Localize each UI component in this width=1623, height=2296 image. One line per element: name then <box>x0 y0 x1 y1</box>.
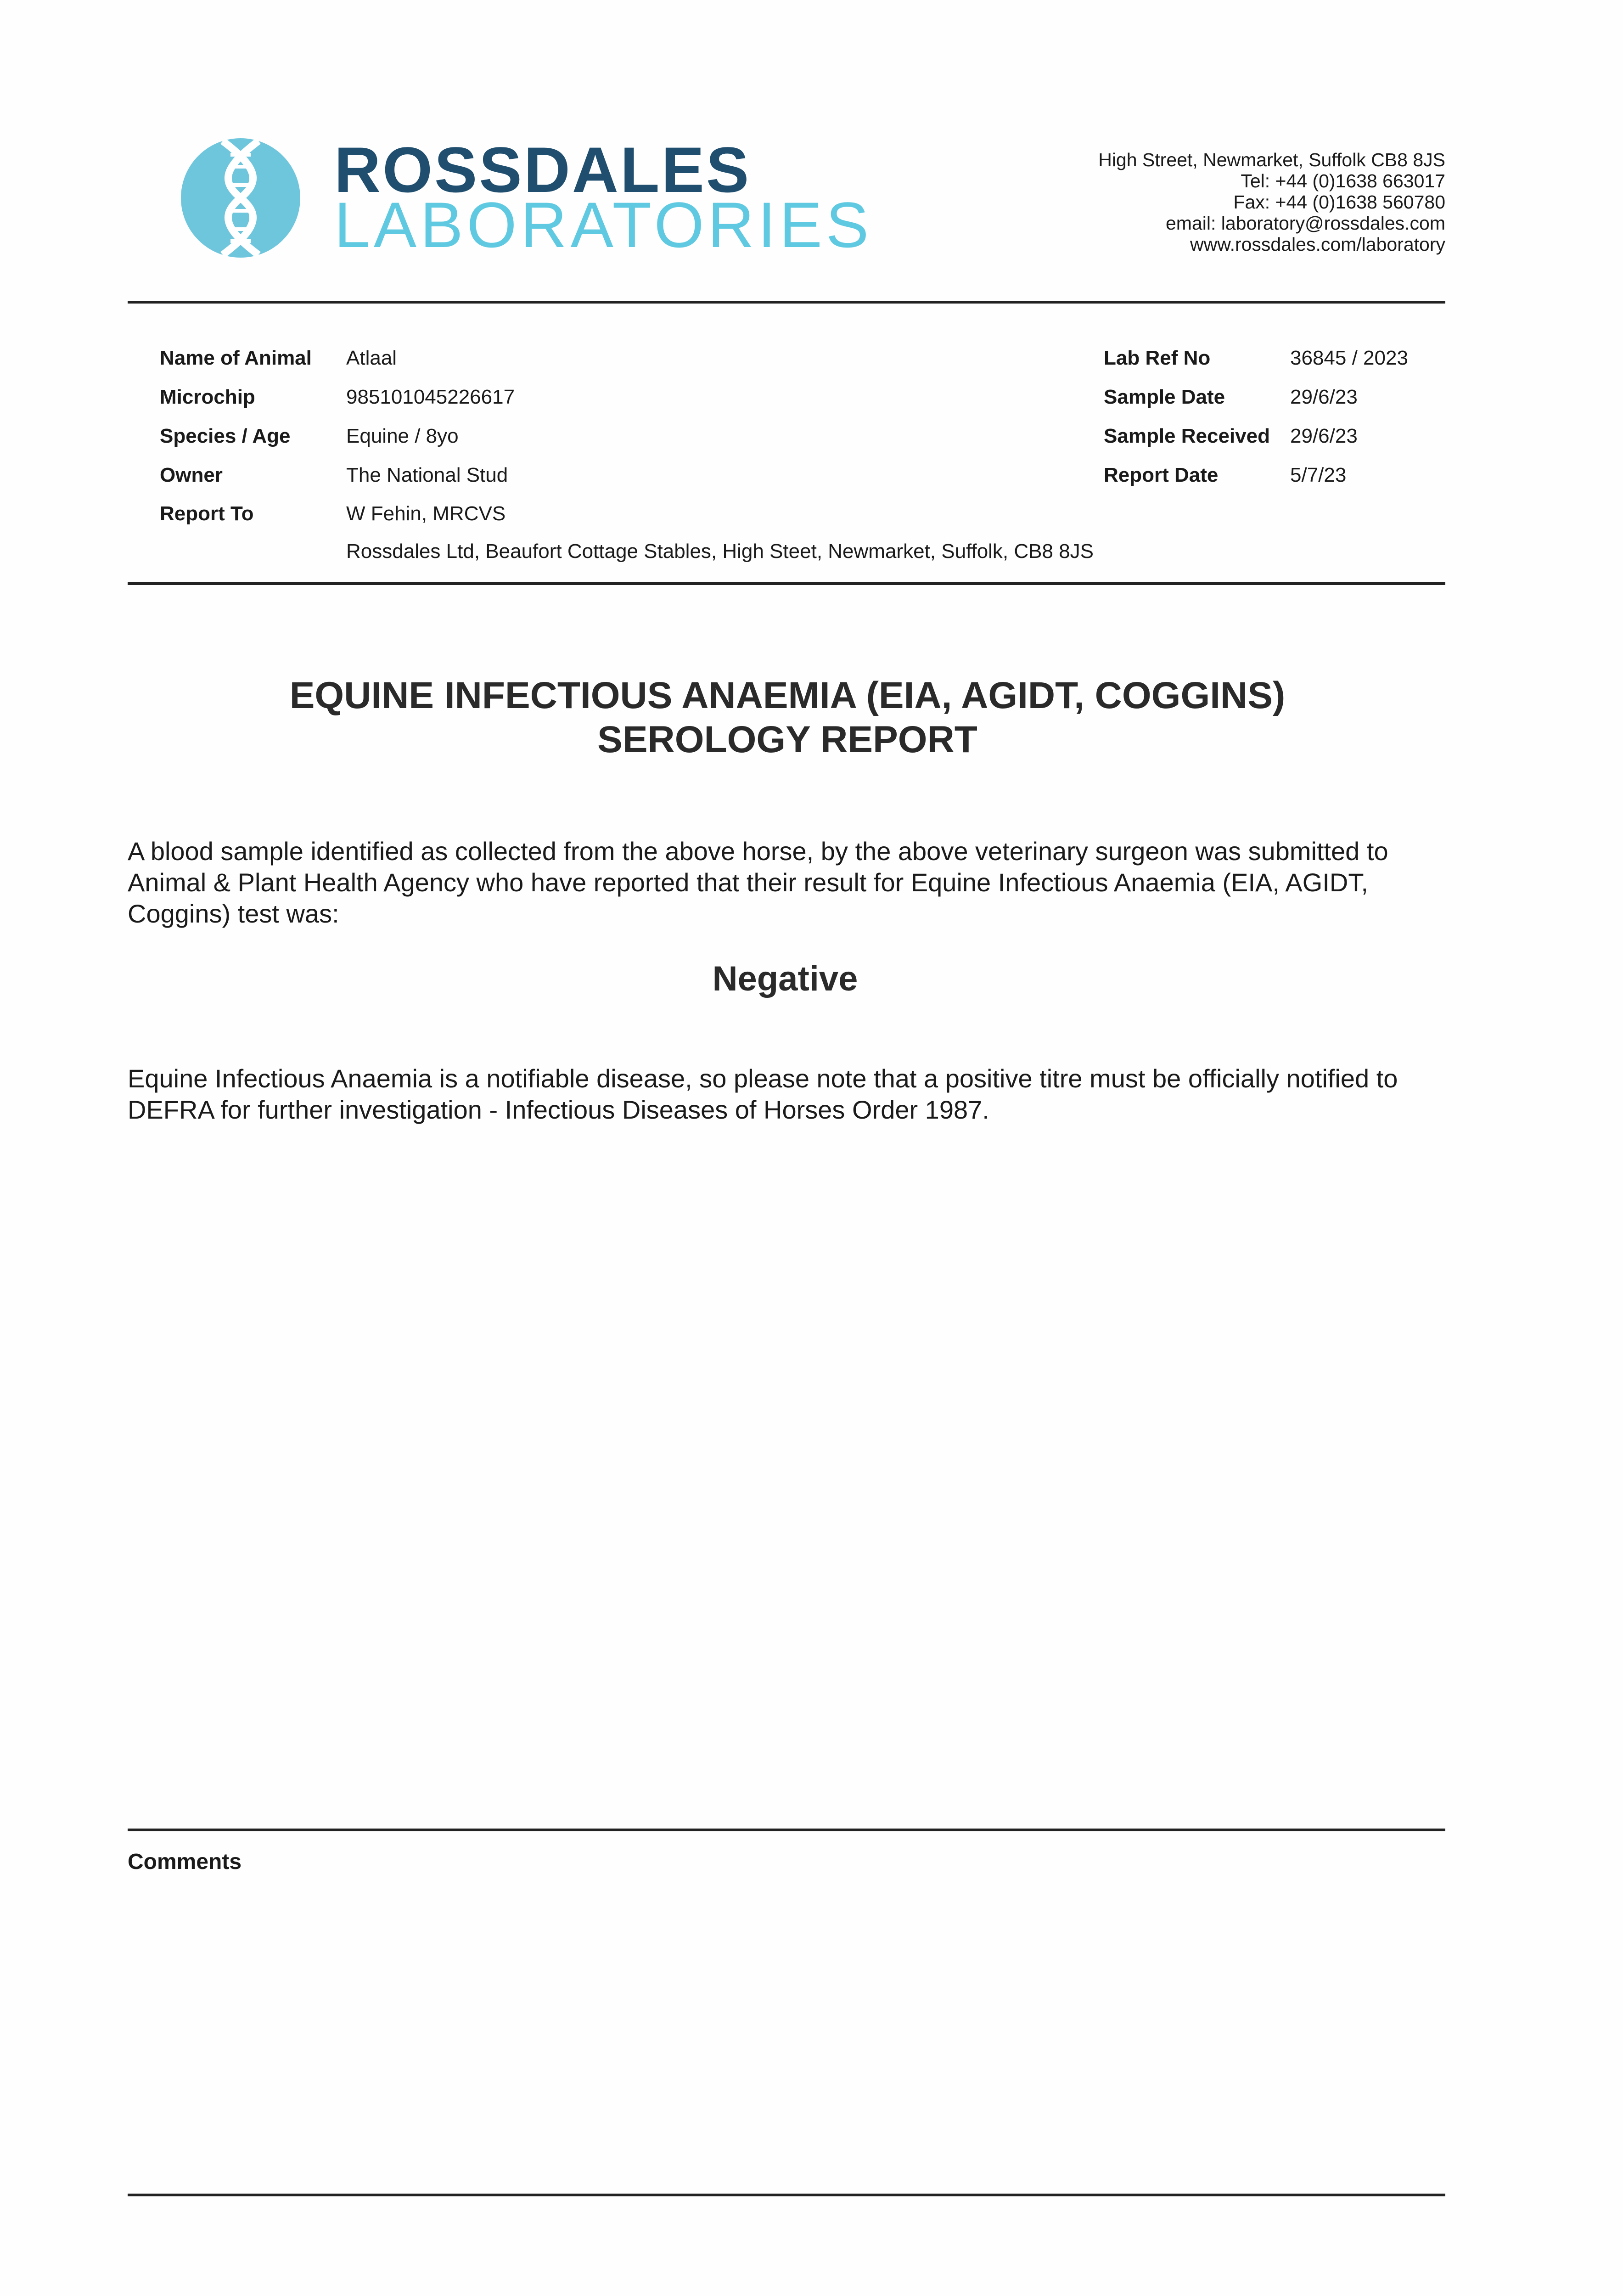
label-microchip: Microchip <box>160 386 255 408</box>
label-report-date: Report Date <box>1104 464 1219 486</box>
label-owner: Owner <box>160 464 223 486</box>
notifiable-disease-note: Equine Infectious Anaemia is a notifiable disease, so please note that a positive titre must be officially notified to DEFRA for further investigation - Infectious Diseases of Horses Order 1987. <box>128 1064 1398 1124</box>
brand-subtitle: LABORATORIES <box>334 189 873 261</box>
value-report-to: W Fehin, MRCVS <box>346 502 506 525</box>
lab-tel: Tel: +44 (0)1638 663017 <box>1241 170 1445 191</box>
label-name-of-animal: Name of Animal <box>160 347 312 369</box>
label-lab-ref: Lab Ref No <box>1104 347 1211 369</box>
value-species-age: Equine / 8yo <box>346 425 459 447</box>
lab-website: www.rossdales.com/laboratory <box>1190 234 1445 255</box>
lab-email: email: laboratory@rossdales.com <box>1165 213 1445 234</box>
comments-label: Comments <box>128 1850 242 1874</box>
label-sample-date: Sample Date <box>1104 386 1225 408</box>
value-sample-received: 29/6/23 <box>1290 425 1358 447</box>
report-subtitle: SEROLOGY REPORT <box>597 719 977 760</box>
lab-fax: Fax: +44 (0)1638 560780 <box>1233 191 1445 213</box>
value-lab-ref: 36845 / 2023 <box>1290 347 1408 369</box>
lab-address: High Street, Newmarket, Suffolk CB8 8JS <box>1098 149 1445 170</box>
divider <box>128 1829 1445 1831</box>
brand-name: ROSSDALES <box>334 134 751 206</box>
label-sample-received: Sample Received <box>1104 425 1270 447</box>
divider <box>128 301 1445 304</box>
value-sample-date: 29/6/23 <box>1290 386 1358 408</box>
divider <box>128 2194 1445 2196</box>
report-paragraph: A blood sample identified as collected from the above horse, by the above veterinary surgeon was submitted to Animal & Plant Health Agency who have reported that their result for Equine Infectious Anaemia (EIA, AGIDT, Coggins) test was: <box>128 837 1388 928</box>
test-result: Negative <box>712 959 858 998</box>
report-title: EQUINE INFECTIOUS ANAEMIA (EIA, AGIDT, COGGINS) <box>289 675 1286 716</box>
logo-dna-icon <box>179 136 302 259</box>
value-report-date: 5/7/23 <box>1290 464 1347 486</box>
value-microchip: 985101045226617 <box>346 386 515 408</box>
label-species-age: Species / Age <box>160 425 291 447</box>
value-owner: The National Stud <box>346 464 508 486</box>
label-report-to: Report To <box>160 502 254 525</box>
value-report-to-address: Rossdales Ltd, Beaufort Cottage Stables, High Steet, Newmarket, Suffolk, CB8 8JS <box>346 540 1094 563</box>
value-name-of-animal: Atlaal <box>346 347 397 369</box>
divider <box>128 582 1445 585</box>
